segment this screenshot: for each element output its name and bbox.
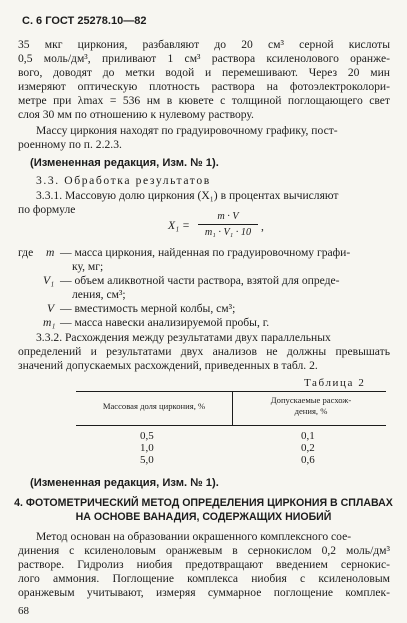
table-caption: Таблица 2	[304, 377, 366, 389]
text-line: измеряют оптическую плотность раствора на фотоэлектроколори-	[18, 80, 390, 93]
formula-trail: ,	[261, 220, 264, 233]
text-line: динения с ксиленоловым оранжевым в сернокислом 0,2 моль/дм³	[18, 544, 390, 557]
formula-denominator: m₁ · V₁ · 10	[204, 227, 252, 238]
def-symbol: V	[47, 302, 55, 315]
text-line: слоя 30 мм по отношению к нулевому раствору.	[18, 108, 254, 121]
table-col-header-tolerance: дения, %	[294, 406, 328, 416]
heading-line: 4. ФОТОМЕТРИЧЕСКИЙ МЕТОД ОПРЕДЕЛЕНИЯ ЦИРКОНИЯ В СПЛАВАХ	[14, 497, 393, 509]
table-cell-tolerance: 0,2	[301, 442, 315, 454]
def-text-cont: ку, мг;	[72, 260, 104, 273]
table-cell-tolerance: 0,1	[301, 430, 315, 442]
page-header: С. 6 ГОСТ 25278.10—82	[22, 15, 147, 27]
text-line: растворе. Гидролиз ниобия предотвращают введением сернокис-	[18, 558, 390, 571]
table-header-rule	[76, 425, 386, 426]
text-line: вого, доводят до метки водой и перемешивают. Через 20 мин	[18, 66, 390, 79]
table-col-header-mass: Массовая доля циркония, %	[102, 401, 206, 411]
def-symbol: m₁	[43, 316, 56, 329]
table-cell-mass: 5,0	[140, 454, 154, 466]
table-top-rule	[76, 391, 386, 392]
def-text: — масса навески анализируемой пробы, г.	[60, 316, 270, 329]
text-line: 3.3.2. Расхождения между результатами двух параллельных	[36, 331, 331, 344]
where-prefix: где	[18, 246, 34, 259]
table-cell-tolerance: 0,6	[301, 454, 315, 466]
text-line: 3.3.1. Массовую долю циркония (X₁) в процентах вычисляют	[36, 189, 339, 202]
table-cell-mass: 0,5	[140, 430, 154, 442]
table-cell-mass: 1,0	[140, 442, 154, 454]
def-text: — объем аликвотной части раствора, взятой для опреде-	[60, 274, 340, 287]
def-text-cont: ления, см³;	[72, 288, 126, 301]
heading-line: НА ОСНОВЕ ВАНАДИЯ, СОДЕРЖАЩИХ НИОБИЙ	[75, 511, 332, 523]
edition-note: (Измененная редакция, Изм. № 1).	[30, 477, 219, 489]
table-column-divider	[232, 391, 233, 425]
section-heading-3-3: 3.3. Обработка результатов	[36, 174, 211, 187]
def-symbol: m	[46, 246, 55, 259]
text-line: значений допускаемых расхождений, приведенных в табл. 2.	[18, 359, 318, 372]
text-line: по формуле	[18, 203, 76, 216]
formula-numerator: m · V	[217, 211, 239, 222]
def-text: — вместимость мерной колбы, см³;	[60, 302, 236, 315]
text-line: оранжевым учитывают, измеряя суммарное поглощение комплек-	[18, 586, 390, 599]
def-symbol: V₁	[43, 274, 55, 287]
text-line: роенному по п. 2.2.3.	[18, 138, 122, 151]
text-line: Массу циркония находят по градуировочному графику, пост-	[36, 124, 338, 137]
text-line: 0,5 моль/дм³, приливают 1 см³ раствора ксиленолового оранже-	[18, 52, 390, 65]
text-line: лого аммония. Поглощение комплекса ниобия с ксиленоловым	[18, 572, 390, 585]
formula-lhs: X₁ =	[168, 219, 190, 232]
text-line: Метод основан на образовании окрашенного комплексного сое-	[36, 530, 352, 543]
def-text: — масса циркония, найденная по градуировочному графи-	[60, 246, 351, 259]
text-line: 35 мкг циркония, разбавляют до 20 см³ серной кислоты	[18, 38, 390, 51]
text-line: метре при λmax = 536 нм в кювете с толщиной поглощающего свет	[18, 94, 390, 107]
edition-note: (Измененная редакция, Изм. № 1).	[30, 157, 219, 169]
table-col-header-tolerance: Допускаемые расхож-	[270, 395, 352, 405]
text-line: определений и результатами двух анализов не должны превышать	[18, 345, 390, 358]
fraction-bar	[198, 224, 258, 225]
page-number: 68	[18, 605, 29, 617]
